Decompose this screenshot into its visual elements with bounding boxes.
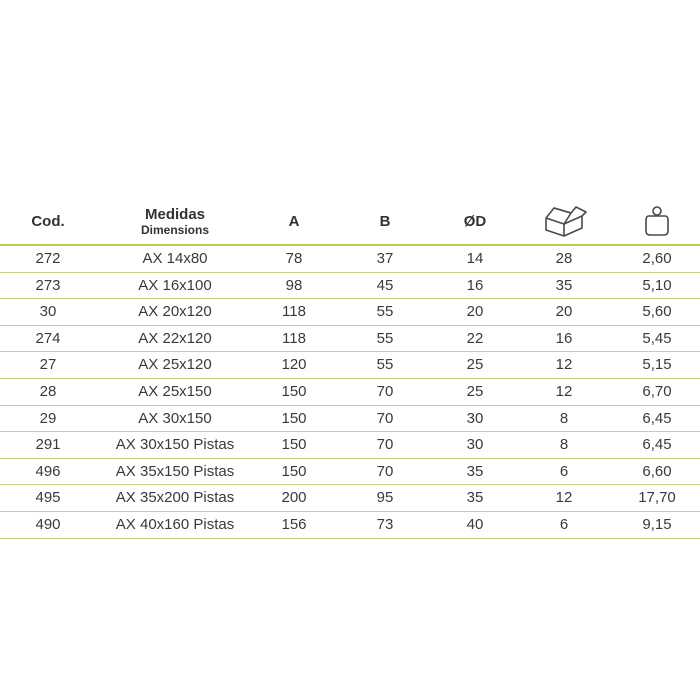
cell-a: 118 bbox=[282, 329, 306, 347]
cell-box-quantity: 20 bbox=[555, 303, 573, 321]
header-diameter-label: ØD bbox=[463, 212, 487, 230]
cell-medidas: AX 20x120 bbox=[138, 303, 212, 321]
cell-medidas: AX 35x150 Pistas bbox=[115, 462, 235, 480]
cell-b: 70 bbox=[376, 409, 394, 427]
cell-weight: 17,70 bbox=[638, 489, 676, 507]
cell-box-quantity: 6 bbox=[559, 515, 569, 533]
cell-diameter: 22 bbox=[466, 329, 484, 347]
header-medidas-label: Medidas bbox=[144, 205, 205, 223]
cell-a: 118 bbox=[282, 303, 306, 321]
cell-b: 70 bbox=[376, 462, 394, 480]
cell-medidas: AX 25x150 bbox=[138, 382, 212, 400]
weight-icon bbox=[614, 198, 700, 244]
cell-diameter: 25 bbox=[466, 382, 484, 400]
cell-diameter: 25 bbox=[466, 356, 484, 374]
cell-weight: 6,60 bbox=[642, 462, 672, 480]
header-cod bbox=[0, 198, 96, 244]
cell-b: 37 bbox=[376, 250, 394, 267]
header-medidas bbox=[96, 198, 254, 244]
header-b bbox=[345, 198, 425, 244]
cell-box-quantity: 16 bbox=[555, 329, 573, 347]
cell-diameter: 14 bbox=[466, 250, 484, 267]
cell-b: 73 bbox=[376, 515, 394, 533]
cell-a: 156 bbox=[281, 515, 307, 533]
cell-a: 120 bbox=[281, 356, 307, 374]
cell-medidas: AX 35x200 Pistas bbox=[115, 489, 235, 507]
table-row bbox=[0, 379, 700, 406]
table-row bbox=[0, 432, 700, 459]
cell-b: 55 bbox=[376, 356, 394, 374]
cell-box-quantity: 12 bbox=[555, 489, 573, 507]
cell-cod: 273 bbox=[35, 276, 61, 294]
cell-cod: 495 bbox=[35, 489, 61, 507]
table-row bbox=[0, 352, 700, 379]
table-row bbox=[0, 273, 700, 300]
header-b-label: B bbox=[379, 212, 391, 230]
cell-box-quantity: 28 bbox=[555, 250, 573, 267]
cell-cod: 490 bbox=[35, 515, 61, 533]
table-row bbox=[0, 459, 700, 486]
cell-cod: 291 bbox=[35, 436, 61, 454]
cell-cod: 496 bbox=[35, 462, 61, 480]
header-dimensions-label: Dimensions bbox=[140, 222, 209, 237]
cell-diameter: 40 bbox=[466, 515, 484, 533]
cell-box-quantity: 8 bbox=[559, 436, 569, 454]
cell-diameter: 30 bbox=[466, 436, 484, 454]
table-row bbox=[0, 299, 700, 326]
header-a bbox=[254, 198, 334, 244]
cell-b: 70 bbox=[376, 382, 394, 400]
cell-weight: 5,10 bbox=[642, 276, 672, 294]
cell-weight: 9,15 bbox=[642, 515, 672, 533]
cell-medidas: AX 30x150 Pistas bbox=[115, 436, 235, 454]
cell-cod: 30 bbox=[39, 303, 57, 321]
cell-box-quantity: 12 bbox=[555, 356, 573, 374]
cell-medidas: AX 40x160 Pistas bbox=[115, 515, 235, 533]
cell-medidas: AX 14x80 bbox=[142, 250, 208, 267]
cell-b: 95 bbox=[376, 489, 394, 507]
cell-cod: 27 bbox=[39, 356, 57, 374]
cell-b: 55 bbox=[376, 329, 394, 347]
cell-cod: 28 bbox=[39, 382, 57, 400]
table-row bbox=[0, 326, 700, 353]
cell-box-quantity: 35 bbox=[555, 276, 573, 294]
cell-diameter: 35 bbox=[466, 462, 484, 480]
box-quantity-icon bbox=[524, 198, 604, 244]
cell-weight: 6,70 bbox=[642, 382, 672, 400]
cell-box-quantity: 6 bbox=[559, 462, 569, 480]
cell-cod: 274 bbox=[35, 329, 61, 347]
table-body bbox=[0, 246, 700, 539]
table-row bbox=[0, 512, 700, 539]
cell-a: 200 bbox=[281, 489, 307, 507]
table-header bbox=[0, 198, 700, 246]
cell-weight: 6,45 bbox=[642, 436, 672, 454]
cell-diameter: 16 bbox=[466, 276, 484, 294]
cell-cod: 272 bbox=[35, 250, 61, 267]
cell-cod: 29 bbox=[39, 409, 57, 427]
cell-weight: 5,45 bbox=[642, 329, 672, 347]
cell-a: 150 bbox=[281, 462, 307, 480]
cell-medidas: AX 30x150 bbox=[138, 409, 212, 427]
cell-weight: 5,60 bbox=[642, 303, 672, 321]
cell-diameter: 20 bbox=[466, 303, 484, 321]
header-cod-label: Cod. bbox=[31, 212, 65, 230]
table-row bbox=[0, 406, 700, 433]
cell-a: 150 bbox=[281, 382, 307, 400]
product-table bbox=[0, 198, 700, 539]
header-diameter bbox=[435, 198, 515, 244]
cell-a: 98 bbox=[285, 276, 303, 294]
cell-weight: 2,60 bbox=[642, 250, 672, 267]
cell-medidas: AX 25x120 bbox=[138, 356, 212, 374]
cell-a: 150 bbox=[281, 436, 307, 454]
cell-a: 78 bbox=[285, 250, 303, 267]
header-a-label: A bbox=[288, 212, 300, 230]
cell-medidas: AX 22x120 bbox=[138, 329, 212, 347]
table-row bbox=[0, 485, 700, 512]
cell-box-quantity: 8 bbox=[559, 409, 569, 427]
cell-b: 70 bbox=[376, 436, 394, 454]
cell-b: 45 bbox=[376, 276, 394, 294]
cell-diameter: 35 bbox=[466, 489, 484, 507]
cell-b: 55 bbox=[376, 303, 394, 321]
cell-box-quantity: 12 bbox=[555, 382, 573, 400]
cell-a: 150 bbox=[281, 409, 307, 427]
cell-diameter: 30 bbox=[466, 409, 484, 427]
table-row bbox=[0, 246, 700, 273]
cell-medidas: AX 16x100 bbox=[138, 276, 212, 294]
cell-weight: 5,15 bbox=[642, 356, 672, 374]
cell-weight: 6,45 bbox=[642, 409, 672, 427]
